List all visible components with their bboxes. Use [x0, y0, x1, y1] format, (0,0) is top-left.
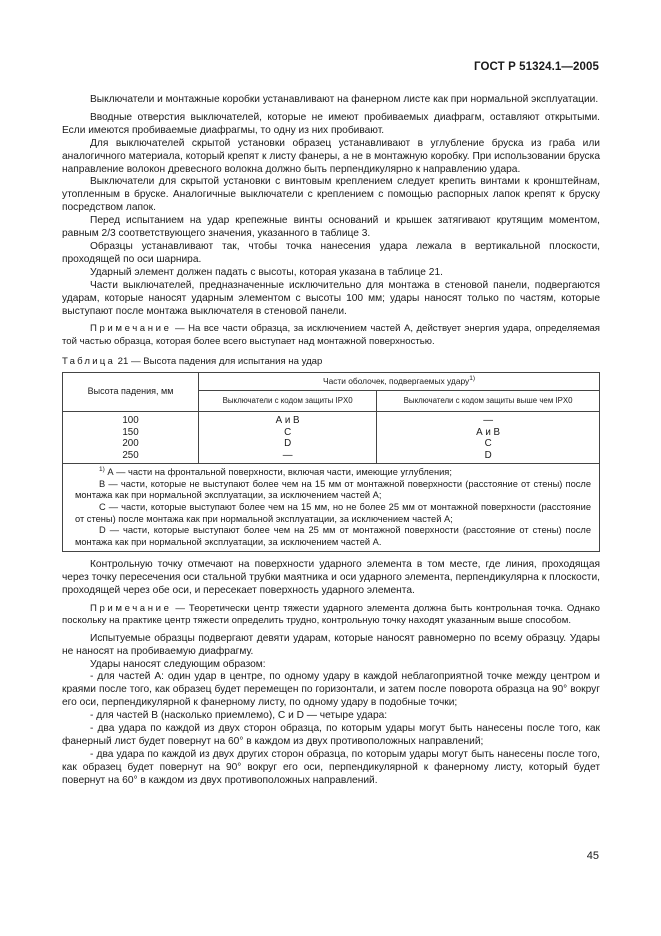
impact-height-table [62, 372, 600, 553]
above-ipx0-values [377, 411, 600, 463]
table-cell: 250 [122, 449, 139, 461]
table-cell: А и В [476, 426, 501, 438]
table-cell: 200 [122, 438, 139, 450]
table-caption [62, 356, 600, 369]
paragraph: Контрольную точку отмечают на поверхности ударного элемента в том месте, где линия, проходящая через точку пересечения оси стальной трубки маятника и оси ударного элемента, перпендикулярна к плоскости, проходящей через обе оси, и пересекает поверхность ударного элемента. [62, 559, 600, 597]
table-cell: С [284, 426, 292, 438]
paragraph: Выключатели и монтажные коробки устанавливают на фанерном листе как при нормальной эксплуатации. [90, 94, 599, 105]
footnote: D — части, которые выступают более чем на 25 мм от монтажной поверхности (расстояние от стены) после монтажа как при нормальной эксплуатации, за исключением частей А. [75, 525, 591, 547]
footnote [75, 467, 591, 479]
table-cell: А и В [275, 414, 300, 426]
ipx0-values [199, 411, 377, 463]
footnote: В — части, которые не выступают более чем на 15 мм от монтажной поверхности (расстояние от стены) после монтажа как при нормальной эксплуатации, за исключением частей А; [75, 478, 591, 501]
table-cell: 150 [122, 426, 139, 438]
list-item: - два удара по каждой из двух других сторон образца, по которым удары могут быть нанесены после того, как образец будет повернут на 90° вокруг его оси, перпендикулярной к фанерному листу, который будет повернут на 60° в каждом из двух противоположных направлений. [62, 748, 600, 786]
column-header-ipx0: Выключатели с кодом защиты IPX0 [199, 391, 377, 412]
table-cell: D [284, 438, 292, 450]
table-cell: — [282, 449, 293, 461]
paragraph: Части выключателей, предназначенные исключительно для монтажа в стеновой панели, подвергаются ударам, которые наносят ударным элементом с высоты 100 мм; удары наносят только по частям, которые выступают после монтажа выключателя в стеновой панели. [62, 279, 600, 317]
note [62, 603, 600, 628]
note-label: Примечание [90, 323, 172, 335]
paragraph: Для выключателей скрытой установки образец устанавливают в углубление бруска из граба или аналогичного материала, который крепят к листу фанеры, а не в монтажную коробку. При использовании бруска направление волокон древесного волокна должно быть перпендикулярно к направлению удара. [62, 137, 600, 175]
note [62, 323, 600, 348]
paragraph: Перед испытанием на удар крепежные винты оснований и крышек затягивают крутящим моментом, равным 2/3 соответствующего значения, указанного в таблице 3. [62, 215, 600, 240]
table-cell: С [484, 438, 492, 450]
height-values [63, 411, 199, 463]
footnote-marker: 1) [99, 466, 105, 474]
footnote-marker: 1) [469, 375, 476, 383]
column-header-group [199, 372, 600, 390]
paragraph: Выключатели для скрытой установки с винтовым креплением следует крепить винтами к кронштейнам, утопленным в бруске. Аналогичные выключатели с креплением с помощью распорных лапок крепят к бруску посредством лапок. [62, 176, 600, 214]
table-cell: 100 [122, 414, 139, 426]
paragraph: Образцы устанавливают так, чтобы точка нанесения удара лежала в вертикальной плоскости, проходящей по оси шарнира. [62, 240, 600, 265]
paragraph: Вводные отверстия выключателей, которые не имеют пробиваемых диафрагм, оставляют открытыми. Если имеются пробиваемые диафрагмы, то одну из них пробивают. [62, 111, 600, 136]
list-item: - два удара по каждой из двух сторон образца, по которым удары могут быть нанесены после того, как фанерный лист будет повернут на 60° в каждом из двух противоположных направлений; [62, 723, 600, 747]
column-header-height: Высота падения, мм [63, 372, 199, 411]
table-footnotes [63, 464, 600, 552]
table-cell: D [484, 449, 492, 461]
document-header: ГОСТ Р 51324.1—2005 [474, 61, 599, 73]
table-caption-label: Таблица [62, 356, 116, 367]
paragraph: Ударный элемент должен падать с высоты, которая указана в таблице 21. [90, 266, 443, 278]
paragraph: Удары наносят следующим образом: [90, 658, 266, 670]
list-item: - для частей В (насколько приемлемо), С и D — четыре удара: [90, 710, 388, 722]
note-text: — На все части образца, за исключением частей А, действует энергия удара, определяемая той частью образца, которая более всего выступает над монтажной поверхностью. [62, 323, 600, 347]
list-item: - для частей А: один удар в центре, по одному удару в каждой неблагоприятной точке между центром и краями после того, как образец будет перемещен по горизонтали, и затем после поворота образца на 90° вокруг его оси, перпендикулярной к фанерному листу, по одному удару в подобные точки; [62, 671, 600, 709]
column-header-above-ipx0: Выключатели с кодом защиты выше чем IPX0 [377, 391, 600, 412]
footnote-text: А — части на фронтальной поверхности, включая части, имеющие углубления; [104, 467, 452, 478]
note-text: — Теоретически центр тяжести ударного элемента должна быть контрольная точка. Однако поскольку на практике центр тяжести определить трудно, контрольную точку находят указанным выше способом. [62, 603, 600, 627]
note-label: Примечание [90, 603, 172, 615]
footnote: С — части, которые выступают более чем на 15 мм, но не более 25 мм от монтажной поверхности (расстояние от стены) после монтажа как при нормальной эксплуатации, за исключением частей А; [75, 502, 591, 524]
page-content [62, 94, 600, 788]
table-caption-text: 21 — Высота падения для испытания на удар [115, 356, 323, 367]
page-number: 45 [586, 850, 599, 862]
column-header-group-text: Части оболочек, подвергаемых удару [322, 376, 470, 387]
table-cell: — [483, 414, 493, 426]
paragraph: Испытуемые образцы подвергают девяти ударам, которые наносят равномерно по всему образцу. Удары не наносят на пробиваемую диафрагму. [62, 632, 600, 657]
